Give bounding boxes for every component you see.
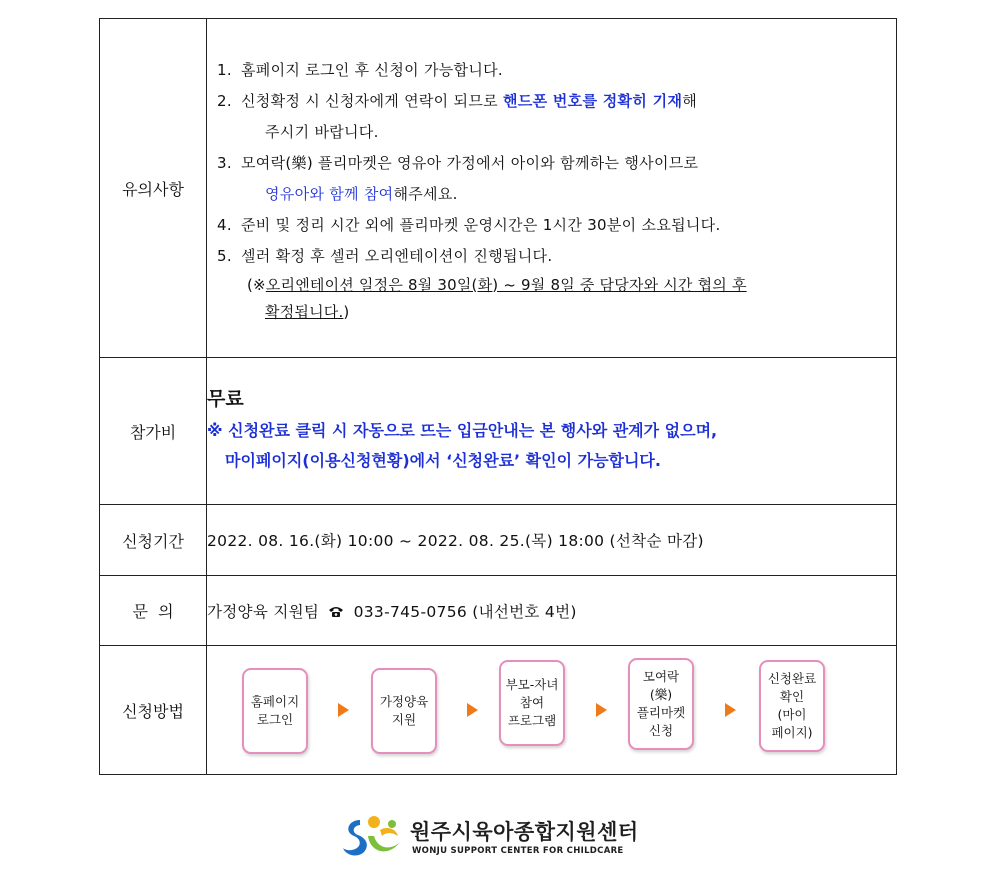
notice-label: 유의사항 — [100, 19, 207, 358]
period-text: 2022. 08. 16.(화) 10:00 ~ 2022. 08. 25.(목) 18:00 (선착순 마감) — [207, 505, 897, 576]
method-content — [207, 646, 897, 775]
arrow-icon — [725, 703, 736, 717]
arrow-icon — [467, 703, 478, 717]
note-item-3: 3. 모여락(樂) 플리마켓은 영유아 가정에서 아이와 함께하는 행사이므로 영유아와 함께 참여해주세요. — [217, 153, 699, 203]
row-method — [100, 646, 897, 775]
contact-label: 문 의 — [100, 576, 207, 646]
phone-icon — [328, 603, 344, 621]
logo-mark-icon — [340, 812, 406, 860]
arrow-icon — [596, 703, 607, 717]
note-item-2: 2. 신청확정 시 신청자에게 연락이 되므로 핸드폰 번호를 정확히 기재해 주시기 바랍니다. — [217, 91, 698, 141]
row-fee — [100, 358, 897, 505]
step-flea-market-apply: 모여락 (樂) 플리마켓 신청 — [628, 658, 694, 750]
center-logo — [340, 812, 639, 862]
step-homepage-login: 홈페이지 로그인 — [242, 668, 308, 754]
note-item-1: 1. 홈페이지 로그인 후 신청이 가능합니다. — [217, 60, 503, 79]
fee-content — [207, 358, 897, 505]
note-item-5: 5. 셀러 확정 후 셀러 오리엔테이션이 진행됩니다. — [217, 246, 553, 265]
fee-label: 참가비 — [100, 358, 207, 505]
contact-content — [207, 576, 897, 646]
row-period — [100, 505, 897, 576]
logo-name: 원주시육아종합지원센터 — [410, 820, 639, 844]
period-label: 신청기간 — [100, 505, 207, 576]
step-parent-child-program: 부모-자녀 참여 프로그램 — [499, 660, 565, 746]
fee-title: 무료 — [207, 388, 244, 410]
process-flow — [207, 646, 896, 774]
highlight-phone: 핸드폰 번호를 정확히 기재 — [502, 91, 683, 110]
row-notice — [100, 19, 897, 358]
orientation-note: (※오리엔테이션 일정은 8월 30일(화) ~ 9월 8일 중 담당자와 시간 협의 후 확정됩니다.) — [247, 275, 747, 321]
step-confirm-mypage: 신청완료 확인 (마이 페이지) — [759, 660, 825, 752]
logo-subtitle: WONJU SUPPORT CENTER FOR CHILDCARE — [412, 846, 624, 856]
notice-content — [207, 19, 897, 358]
info-table — [99, 18, 897, 775]
fee-note: ※ 신청완료 클릭 시 자동으로 뜨는 입금안내는 본 행사와 관계가 없으며, 마이페이지(이용신청현황)에서 ‘신청완료’ 확인이 가능합니다. — [207, 421, 718, 470]
row-contact — [100, 576, 897, 646]
step-home-care-support: 가정양육 지원 — [371, 668, 437, 754]
contact-phone: 033-745-0756 (내선번호 4번) — [353, 602, 577, 621]
contact-team: 가정양육 지원팀 — [207, 602, 320, 621]
arrow-icon — [338, 703, 349, 717]
note-item-4: 4. 준비 및 정리 시간 외에 플리마켓 운영시간은 1시간 30분이 소요됩니다. — [217, 215, 721, 234]
method-label: 신청방법 — [100, 646, 207, 775]
highlight-with-child: 영유아와 함께 참여 — [265, 184, 394, 203]
